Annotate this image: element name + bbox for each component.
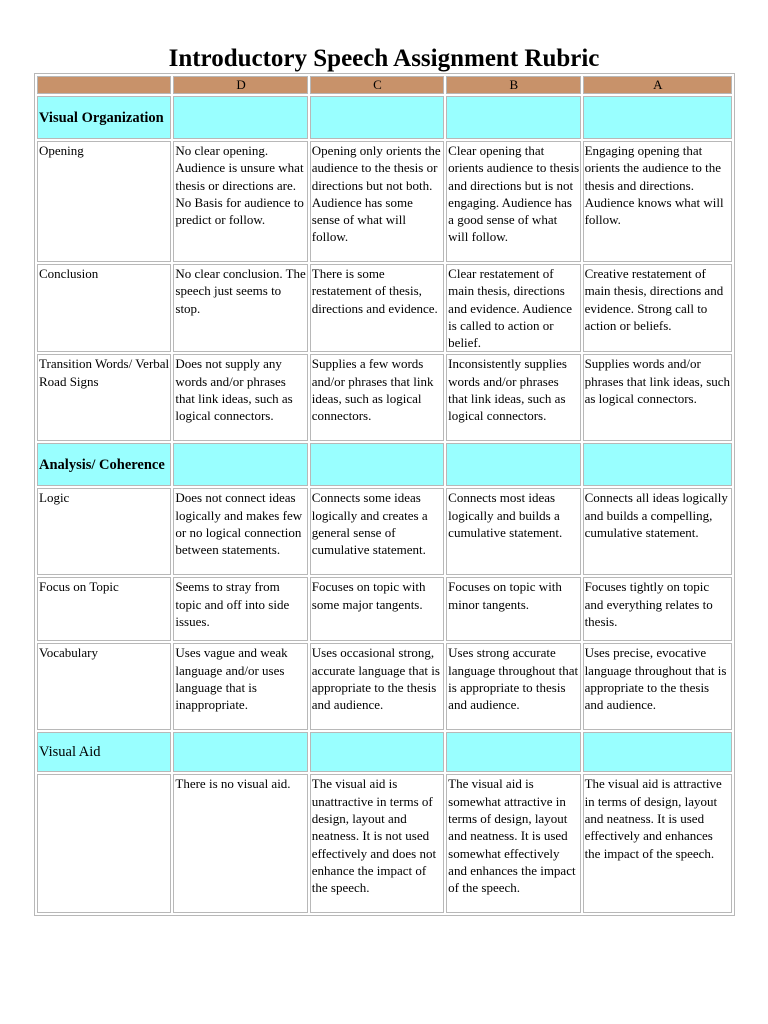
page-title: Introductory Speech Assignment Rubric	[168, 45, 600, 72]
criterion-label	[37, 774, 171, 913]
section-empty-cell	[446, 443, 580, 486]
grade-cell-b: Connects most ideas logically and builds a cumulative statement.	[446, 488, 580, 575]
grade-cell-b: Focuses on topic with minor tangents.	[446, 577, 580, 641]
section-empty-cell	[310, 443, 444, 486]
section-row-visual-organization	[37, 96, 732, 139]
grade-cell-b: The visual aid is somewhat attractive in terms of design, layout and neatness. It is used somewhat effectively and enhances the impact of the speech.	[446, 774, 580, 913]
grade-cell-c: There is some restatement of thesis, directions and evidence.	[310, 264, 444, 352]
section-empty-cell	[173, 732, 307, 772]
table-row	[37, 264, 732, 352]
table-row	[37, 141, 732, 262]
table-row	[37, 774, 732, 913]
grade-cell-d: There is no visual aid.	[173, 774, 307, 913]
grade-cell-d: Does not connect ideas logically and makes few or no logical connection between statements.	[173, 488, 307, 575]
grade-cell-a: The visual aid is attractive in terms of design, layout and neatness. It is used effectively and enhances the impact of the speech.	[583, 774, 732, 913]
section-label: Visual Organization	[37, 96, 171, 139]
grade-header-d: D	[173, 76, 307, 94]
section-empty-cell	[173, 96, 307, 139]
criterion-label: Focus on Topic	[37, 577, 171, 641]
grade-cell-b: Clear restatement of main thesis, directions and evidence. Audience is called to action or belief.	[446, 264, 580, 352]
section-row-analysis-coherence	[37, 443, 732, 486]
grade-cell-a: Creative restatement of main thesis, directions and evidence. Strong call to action or beliefs.	[583, 264, 732, 352]
grade-header-row	[37, 76, 732, 94]
criterion-label: Conclusion	[37, 264, 171, 352]
grade-cell-c: Focuses on topic with some major tangents.	[310, 577, 444, 641]
section-empty-cell	[446, 732, 580, 772]
table-row	[37, 488, 732, 575]
grade-cell-b: Uses strong accurate language throughout that is appropriate to thesis and audience.	[446, 643, 580, 730]
grade-cell-d: No clear opening. Audience is unsure what thesis or directions are. No Basis for audience to predict or follow.	[173, 141, 307, 262]
grade-cell-d: Uses vague and weak language and/or uses language that is inappropriate.	[173, 643, 307, 730]
section-empty-cell	[310, 732, 444, 772]
table-row	[37, 354, 732, 441]
section-empty-cell	[173, 443, 307, 486]
section-row-visual-aid	[37, 732, 732, 772]
grade-cell-c: Supplies a few words and/or phrases that link ideas, such as logical connectors.	[310, 354, 444, 441]
section-empty-cell	[583, 96, 732, 139]
section-label: Analysis/ Coherence	[37, 443, 171, 486]
grade-cell-b: Inconsistently supplies words and/or phrases that link ideas, such as logical connectors.	[446, 354, 580, 441]
grade-header-a: A	[583, 76, 732, 94]
table-row	[37, 577, 732, 641]
section-empty-cell	[583, 443, 732, 486]
criterion-label: Logic	[37, 488, 171, 575]
grade-header-b: B	[446, 76, 580, 94]
grade-cell-a: Supplies words and/or phrases that link ideas, such as logical connectors.	[583, 354, 732, 441]
grade-cell-a: Uses precise, evocative language throughout that is appropriate to the thesis and audience.	[583, 643, 732, 730]
grade-cell-d: Seems to stray from topic and off into side issues.	[173, 577, 307, 641]
table-row	[37, 643, 732, 730]
grade-cell-b: Clear opening that orients audience to thesis and directions but is not engaging. Audience has a good sense of what will follow.	[446, 141, 580, 262]
grade-cell-c: The visual aid is unattractive in terms of design, layout and neatness. It is not used effectively and does not enhance the impact of the speech.	[310, 774, 444, 913]
criterion-label: Transition Words/ Verbal Road Signs	[37, 354, 171, 441]
grade-cell-c: Opening only orients the audience to the thesis or directions but not both. Audience has some sense of what will follow.	[310, 141, 444, 262]
grade-cell-d: Does not supply any words and/or phrases that link ideas, such as logical connectors.	[173, 354, 307, 441]
grade-cell-c: Uses occasional strong, accurate language that is appropriate to the thesis and audience.	[310, 643, 444, 730]
section-empty-cell	[446, 96, 580, 139]
section-empty-cell	[583, 732, 732, 772]
grade-cell-d: No clear conclusion. The speech just seems to stop.	[173, 264, 307, 352]
criterion-label: Vocabulary	[37, 643, 171, 730]
section-label: Visual Aid	[37, 732, 171, 772]
header-blank-cell	[37, 76, 171, 94]
grade-header-c: C	[310, 76, 444, 94]
criterion-label: Opening	[37, 141, 171, 262]
section-empty-cell	[310, 96, 444, 139]
rubric-table	[34, 73, 735, 916]
grade-cell-a: Focuses tightly on topic and everything relates to thesis.	[583, 577, 732, 641]
grade-cell-a: Connects all ideas logically and builds a compelling, cumulative statement.	[583, 488, 732, 575]
grade-cell-c: Connects some ideas logically and creates a general sense of cumulative statement.	[310, 488, 444, 575]
grade-cell-a: Engaging opening that orients the audience to the thesis and directions. Audience knows what will follow.	[583, 141, 732, 262]
